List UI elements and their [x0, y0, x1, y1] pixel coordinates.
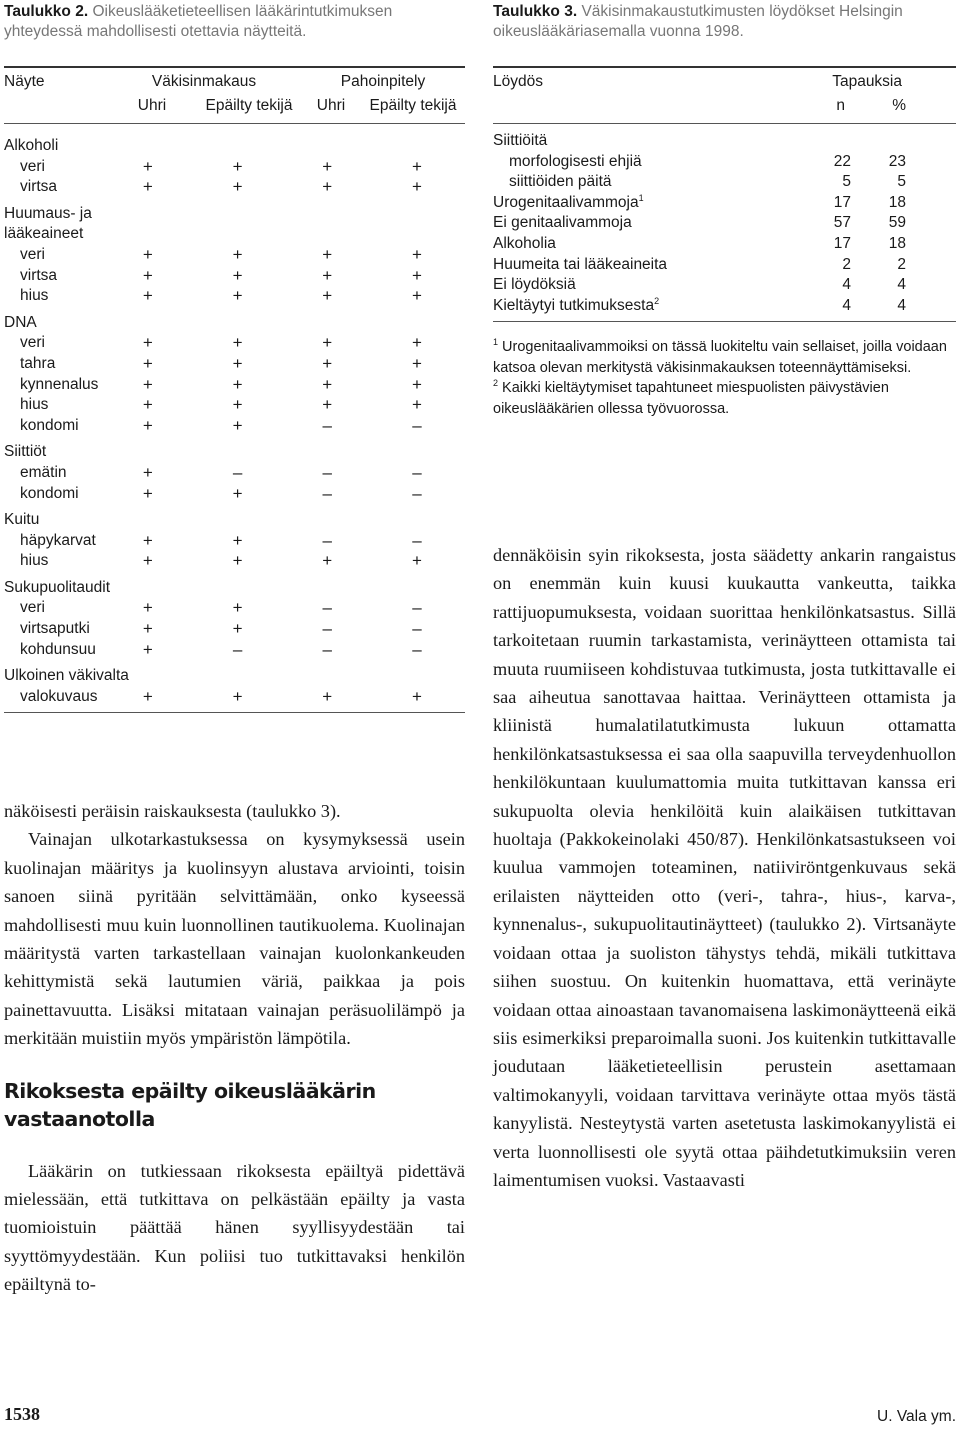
table3-footnote — [493, 378, 956, 419]
table2-category-row — [4, 313, 465, 334]
table3-finding-text: morfologisesti ehjiä — [509, 152, 642, 170]
table2-sub-suspect-2: Epäilty tekijä — [369, 97, 457, 114]
left-paragraph-1: näköisesti peräisin raiskauksesta (taulukko 3). — [4, 801, 341, 821]
table2-mark: + — [232, 619, 243, 639]
table2-sample-name: kohdunsuu — [20, 640, 96, 658]
table2-mark: + — [232, 598, 243, 618]
table3-caption — [493, 2, 956, 42]
table2-mark: + — [322, 265, 333, 285]
table-row — [4, 531, 465, 552]
table2-sample-name: veri — [20, 157, 45, 175]
table3-percent: 18 — [888, 193, 906, 211]
table-row — [493, 255, 956, 276]
table2-sub-suspect-1: Epäilty tekijä — [205, 97, 293, 114]
table-row — [4, 157, 465, 178]
table3-footnotes — [493, 337, 956, 419]
table2-category-row — [4, 204, 465, 225]
table2-mark: + — [142, 333, 153, 353]
table2-mark: + — [142, 395, 153, 415]
table3-col-cases: Tapauksia — [832, 72, 902, 90]
table2-mark: + — [411, 265, 422, 285]
table2-mark: + — [142, 286, 153, 306]
table2-caption — [4, 2, 465, 42]
table-row — [493, 131, 956, 152]
table3-percent: 5 — [897, 173, 906, 191]
table2 — [4, 68, 465, 118]
table3-finding-text: Alkoholia — [493, 234, 556, 252]
table2-sample-name: kondomi — [20, 416, 79, 434]
table2-sample-name: virtsa — [20, 266, 58, 284]
table2-category: Siittiöt — [4, 443, 47, 461]
table2-mark: – — [322, 530, 332, 550]
table2-mark: + — [322, 374, 333, 394]
table3-header-rule — [493, 123, 956, 124]
table2-mark: + — [232, 353, 243, 373]
footnote-mark: 1 — [493, 337, 499, 348]
table2-sample-name: tahra — [20, 354, 56, 372]
table2-mark: + — [322, 177, 333, 197]
table2-mark: + — [411, 177, 422, 197]
footnote-text: Urogenitaalivammoiksi on tässä luokiteltu vain sellaiset, joilla voidaan katsoa olevan merkitystä väkisinmakauksen toteennäyttämiseksi. — [493, 339, 947, 376]
table3-label: Taulukko 3. — [493, 3, 578, 20]
table2-group-assault: Pahoinpitely — [340, 73, 426, 90]
table3-sub-n: n — [836, 96, 845, 114]
table3-finding-text: Kieltäytyi tutkimuksesta — [493, 296, 655, 314]
table2-mark: – — [412, 483, 422, 503]
table3-finding — [493, 131, 799, 152]
table-row — [4, 375, 465, 396]
table2-mark: + — [411, 551, 422, 571]
table2-mark: + — [411, 686, 422, 706]
table3-count: 17 — [833, 193, 851, 211]
table3-finding — [493, 275, 799, 296]
table2-category-row — [4, 578, 465, 599]
table2-category-row — [4, 510, 465, 531]
table-row — [4, 484, 465, 505]
table2-mark: – — [412, 619, 422, 639]
table2-bottom-rule — [4, 712, 465, 713]
table-row — [493, 234, 956, 255]
table2-caption-text: Oikeuslääketieteellisen lääkärintutkimuksen yhteydessä mahdollisesti otettavia näytteitä. — [4, 3, 393, 40]
table3-finding — [493, 193, 799, 214]
table2-mark: – — [322, 415, 332, 435]
table2-mark: – — [232, 639, 243, 659]
right-column — [493, 0, 956, 1190]
table2-mark: + — [322, 551, 333, 571]
table2-mark: + — [142, 483, 153, 503]
table3-finding — [493, 296, 799, 317]
table2-category-row — [4, 136, 465, 157]
table2-sample-name: emätin — [20, 463, 67, 481]
table3-footnote-mark: 1 — [638, 192, 644, 203]
table3-percent — [851, 131, 956, 152]
right-paragraph-1: dennäköisin syin rikoksesta, josta säädetty ankarin rangaistus on enemmän kuin kuusi kuukautta vankeutta, taikka rattijuopumuksesta, voidaan suorittaa henkilönkatsastus. Sillä tarkoitetaan ruumin tarkastamista, verinäytteen ottamista tai muuta ruumiiseen kohdistuvaa tutkimusta, josta tutkittavalle ei saa aiheutua sanottavaa haittaa. Verinäytteen ottamista ja kliinistä humalatilatutkimusta lukuun ottamatta henkilönkatsastuksessa ei saa olla saapuvilla terveydenhuollon henkilökuntaan kuulumattomia muita tutkittavan kanssa eri sukupuolta olevia henkilöitä kuin alaikäisen tutkittavan huoltaja (Pakkokeinolaki 450/87). Henkilönkatsastukseen voi kuulua vammojen toteaminen, natiiviröntgenkuvaus sekä erilaisten näytteiden otto (veri-, tahra-, hius-, karva-, kynnenalus-, sukupuolitautinäytteet) (taulukko 2). Virtsanäyte voidaan ottaa ja suoliston tähystys tehdä, mikäli tutkittava siihen suostuu. On kuitenkin huomattava, että verinäyte voidaan ottaa ainoastaan tavanomaisena laskimonäytteenä eikä siis esimerkiksi preparoimalla suoni. Jos kuitenkin tutkittavalle joudutaan lääketieteellisin perustein asettamaan valtimokanyyli, voidaan tarvittava verinäyte ottaa myös tästä kanyylistä. Nesteytystä varten asetetusta laskimokanyylistä ei verta luonnollisesti ole syytä ottaa päihdetutkimuksiin veren laimentumisen vuoksi. Vastaavasti — [493, 545, 956, 1190]
table3-count: 57 — [833, 214, 851, 232]
table2-mark: + — [411, 286, 422, 306]
table2-mark: + — [232, 265, 243, 285]
table2-category: lääkeaineet — [4, 225, 84, 243]
table-row — [493, 152, 956, 173]
table2-label: Taulukko 2. — [4, 3, 89, 20]
table2-sample-name: kondomi — [20, 484, 79, 502]
table2-mark: + — [232, 333, 243, 353]
left-paragraph-2: Vainajan ulkotarkastuksessa on kysymyksessä usein kuolinajan määritys ja kuolinsyyn alustava arviointi, toisin sanoen siinä pyritään selvittämään, onko kyseessä mahdollisesti muu kuin luonnollinen tautikuolema. Kuolinajan määritystä varten tarkastellaan vainajan kuolonkankeuden kehittymistä sekä lautumien väriä, paikkaa ja pois painettavuutta. Lisäksi mitataan vainajan peräsuolilämpö ja merkitään muistiin myös ympäristön lämpötila. — [4, 829, 465, 1049]
table3-percent: 4 — [897, 296, 906, 314]
table2-mark: + — [232, 156, 243, 176]
table2-mark: + — [322, 333, 333, 353]
table2-sample-name: hius — [20, 396, 49, 414]
table3-finding-text: siittiöiden päitä — [509, 173, 612, 191]
left-column — [4, 0, 465, 1295]
table2-sample-name: virtsa — [20, 178, 58, 196]
table2-mark: + — [232, 686, 243, 706]
table2-mark: + — [142, 530, 153, 550]
table2-mark: + — [232, 551, 243, 571]
table3-count: 4 — [842, 276, 851, 294]
table3-finding — [493, 152, 799, 173]
table2-mark: + — [142, 598, 153, 618]
footnote-text: Kaikki kieltäytymiset tapahtuneet miespuolisten päivystävien oikeuslääkärien ollessa työvuorossa. — [493, 380, 889, 417]
table-row — [493, 193, 956, 214]
table-row — [4, 619, 465, 640]
table2-mark: + — [142, 353, 153, 373]
table2-mark: + — [232, 374, 243, 394]
table3-percent: 23 — [888, 152, 906, 170]
table2-mark: + — [411, 333, 422, 353]
table2-sub-victim-1: Uhri — [137, 97, 167, 114]
table2-mark: + — [232, 530, 243, 550]
table2-category: Sukupuolitaudit — [4, 578, 110, 596]
table2-category: Ulkoinen väkivalta — [4, 667, 129, 685]
table2-sub-victim-2: Uhri — [316, 97, 346, 114]
table2-body — [4, 136, 465, 707]
table2-header-rule — [4, 123, 465, 124]
table3-count: 17 — [833, 234, 851, 252]
table-row — [4, 354, 465, 375]
table2-mark: + — [142, 415, 153, 435]
table2-mark: + — [142, 619, 153, 639]
table3-finding-text: Ei löydöksiä — [493, 276, 576, 294]
table-row — [4, 598, 465, 619]
table-row — [4, 333, 465, 354]
table2-mark: + — [322, 353, 333, 373]
table-row — [493, 296, 956, 317]
table2-category-row — [4, 442, 465, 463]
table2-category: Huumaus- ja — [4, 204, 92, 222]
table2-mark: + — [232, 483, 243, 503]
table2-col-sample: Näyte — [4, 73, 45, 90]
table-row — [4, 395, 465, 416]
table2-category: Alkoholi — [4, 137, 59, 154]
table2-mark: + — [232, 286, 243, 306]
table2-mark: – — [322, 598, 332, 618]
table2-mark: – — [412, 415, 422, 435]
table2-mark: + — [142, 639, 153, 659]
table3-finding — [493, 255, 799, 276]
table2-mark: + — [232, 395, 243, 415]
table3-caption-text: Väkisinmakaustutkimusten löydökset Helsingin oikeuslääkäriasemalla vuonna 1998. — [493, 3, 903, 40]
table2-mark: + — [411, 353, 422, 373]
table2-mark: – — [322, 619, 332, 639]
table2-category: Kuitu — [4, 511, 40, 529]
table3-body — [493, 131, 956, 316]
table3-count: 4 — [842, 296, 851, 314]
table2-mark: + — [322, 286, 333, 306]
left-body — [4, 797, 465, 1299]
table3-finding-text: Ei genitaalivammoja — [493, 214, 632, 232]
table3-bottom-rule — [493, 321, 956, 322]
table2-mark: – — [322, 462, 332, 482]
table2-mark: + — [411, 374, 422, 394]
table3-percent: 59 — [888, 214, 906, 232]
table2-category-row — [4, 666, 465, 687]
table3-percent: 2 — [897, 255, 906, 273]
table-row — [4, 416, 465, 437]
table2-mark: + — [142, 177, 153, 197]
table2-sample-name: kynnenalus — [20, 375, 99, 393]
table3-finding — [493, 213, 799, 234]
table2-mark: + — [142, 462, 153, 482]
table2-mark: + — [142, 244, 153, 264]
table3-finding-text: Huumeita tai lääkeaineita — [493, 255, 668, 273]
table-row — [4, 687, 465, 708]
table2-mark: + — [232, 415, 243, 435]
table2-mark: + — [142, 551, 153, 571]
table-row — [4, 266, 465, 287]
table2-sample-name: veri — [20, 334, 45, 352]
table-row — [493, 275, 956, 296]
table3-count: 22 — [833, 152, 851, 170]
table2-sample-name: hius — [20, 552, 49, 570]
author-credit: U. Vala ym. — [877, 1408, 956, 1425]
footnote-mark: 2 — [493, 378, 499, 389]
table2-mark: + — [142, 265, 153, 285]
table2-mark: + — [411, 395, 422, 415]
table3-finding-text: Siittiöitä — [493, 132, 548, 149]
table3-footnote-mark: 2 — [654, 295, 660, 306]
table3-col-finding: Löydös — [493, 72, 543, 90]
section-heading-line-2: vastaanotolla — [4, 1106, 155, 1131]
table-row — [4, 640, 465, 661]
table3-header — [493, 68, 956, 118]
table2-mark: + — [322, 395, 333, 415]
table2-sample-name: häpykarvat — [20, 531, 96, 549]
table2-sample-name: hius — [20, 287, 49, 305]
table2-mark: – — [232, 462, 243, 482]
table-row — [493, 172, 956, 193]
table2-mark: – — [412, 598, 422, 618]
table-row — [4, 177, 465, 198]
table2-mark: + — [322, 686, 333, 706]
table2-group-rape: Väkisinmakaus — [151, 73, 257, 90]
section-heading — [4, 1077, 465, 1133]
table2-mark: + — [232, 244, 243, 264]
table2-mark: + — [411, 156, 422, 176]
table3-count — [799, 131, 851, 152]
table3-percent: 4 — [897, 276, 906, 294]
table3-percent: 18 — [888, 234, 906, 252]
table2-category-row — [4, 224, 465, 245]
table2-mark: + — [142, 686, 153, 706]
table2-category: DNA — [4, 313, 37, 331]
table2-sample-name: valokuvaus — [20, 687, 98, 705]
table2-mark: – — [322, 639, 332, 659]
table2-mark: + — [142, 156, 153, 176]
table-row — [4, 286, 465, 307]
table-row — [4, 551, 465, 572]
section-heading-line-1: Rikoksesta epäilty oikeuslääkärin — [4, 1078, 376, 1103]
table3-sub-pct: % — [892, 96, 906, 114]
table2-sample-name: veri — [20, 245, 45, 263]
right-body — [493, 541, 956, 1194]
table2-mark: – — [412, 462, 422, 482]
table3-count: 2 — [842, 255, 851, 273]
table2-mark: – — [322, 483, 332, 503]
table3-finding — [493, 172, 799, 193]
table-row — [4, 245, 465, 266]
table2-sample-name: veri — [20, 599, 45, 617]
table2-mark: – — [412, 639, 422, 659]
table2-mark: + — [322, 244, 333, 264]
table2-mark: + — [322, 156, 333, 176]
table3-finding-text: Urogenitaalivammoja — [493, 193, 639, 211]
table2-mark: – — [412, 530, 422, 550]
page-number: 1538 — [4, 1404, 40, 1424]
table-row — [4, 463, 465, 484]
table3-footnote — [493, 337, 956, 378]
table2-sample-name: virtsaputki — [20, 620, 90, 638]
table2-mark: + — [232, 177, 243, 197]
table2-mark: + — [411, 244, 422, 264]
table3-count: 5 — [842, 173, 851, 191]
table-row — [493, 213, 956, 234]
left-paragraph-3: Lääkärin on tutkiessaan rikoksesta epäiltyä pidettävä mielessään, että tutkittava on pelkästään epäilty ja vasta tuomioistuin päättää hänen syyllisyydestään tai syyttömyydestään. Kun poliisi tuo tutkittavaksi henkilön epäiltynä to- — [4, 1160, 465, 1295]
table3-finding — [493, 234, 799, 255]
table2-mark: + — [142, 374, 153, 394]
